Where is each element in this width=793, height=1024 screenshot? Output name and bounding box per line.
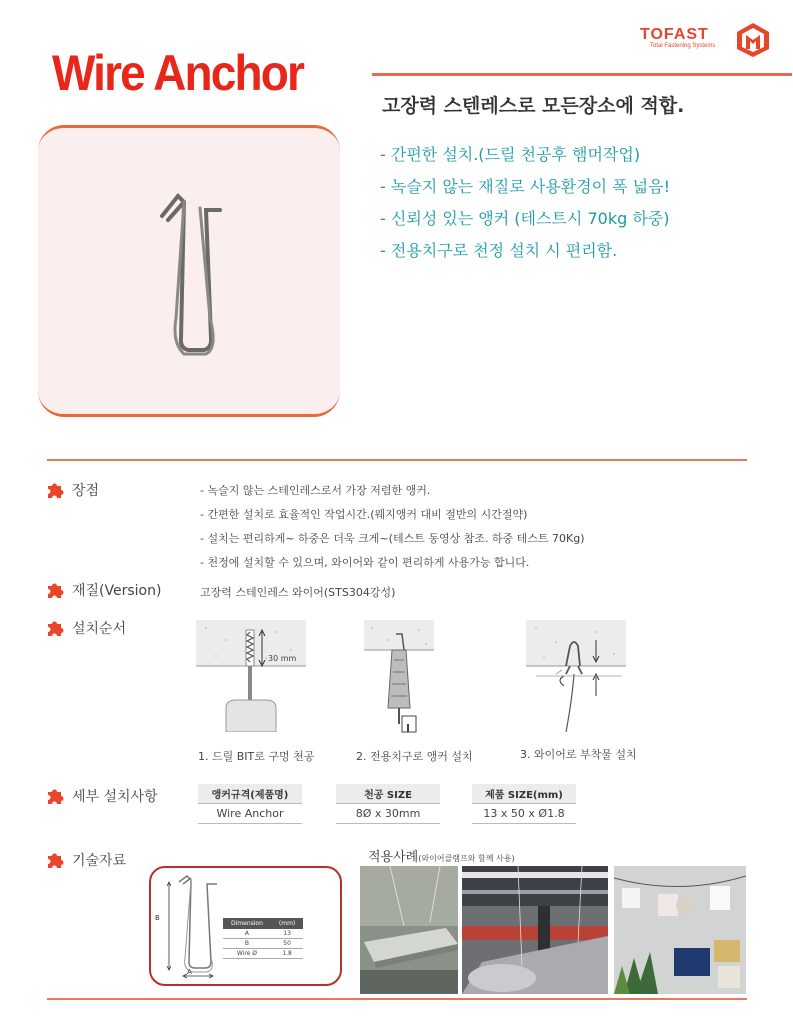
- step-caption: 2. 전용치구로 앵커 설치: [356, 750, 473, 763]
- advantages-list: [200, 482, 585, 578]
- cases-title-sub: (와이어클램프와 함께 사용): [418, 854, 515, 863]
- section-label: 기술자료: [72, 853, 127, 869]
- section-advantages: [46, 480, 99, 500]
- table-cell: 13: [271, 929, 303, 939]
- section-divider: [47, 459, 747, 461]
- advantage-item: - 천정에 설치할 수 있으며, 와이어와 같이 편리하게 사용가능 합니다.: [200, 556, 530, 569]
- cases-title-main: 적용사례: [368, 850, 419, 865]
- step-wire-attach-illustration: [526, 620, 626, 732]
- case-photo-duct-installation: [462, 866, 608, 994]
- brand-tagline: Total Fastening Systems: [650, 43, 716, 49]
- step-caption: 3. 와이어로 부착물 설치: [520, 748, 637, 761]
- dimension-table-header: Dimension: [223, 918, 271, 929]
- puzzle-icon: [46, 481, 64, 499]
- product-image-box: [38, 125, 340, 417]
- table-cell: 1.8: [271, 949, 303, 959]
- section-label: 설치순서: [72, 621, 127, 637]
- feature-item: - 간편한 설치.(드릴 천공후 햄머작업): [380, 145, 641, 164]
- spec-header: 앵커규격(제품명): [198, 784, 302, 804]
- spec-column-size: [472, 784, 576, 824]
- table-row: [223, 929, 303, 939]
- step-caption: 1. 드릴 BIT로 구멍 천공: [198, 750, 315, 763]
- spec-header: 천공 SIZE: [336, 784, 440, 804]
- feature-item: - 전용치구로 천정 설치 시 편리함.: [380, 241, 618, 260]
- puzzle-icon: [46, 619, 64, 637]
- puzzle-icon: [46, 787, 64, 805]
- technical-drawing-box: [149, 866, 342, 986]
- step-drill-illustration: [196, 620, 306, 732]
- brand: [640, 22, 770, 58]
- material-value: 고장력 스테인레스 와이어(STS304강성): [200, 586, 396, 599]
- case-photo-hanging-display: [614, 866, 746, 994]
- spec-value: 13 x 50 x Ø1.8: [472, 804, 576, 824]
- table-cell: B: [223, 939, 271, 949]
- dimension-drawing: [157, 874, 227, 980]
- section-detail: [46, 786, 158, 806]
- header-divider: [372, 73, 792, 76]
- table-row: [223, 949, 303, 959]
- dimension-table-header: (mm): [271, 918, 303, 929]
- spec-value: 8Ø x 30mm: [336, 804, 440, 824]
- spec-column-name: [198, 784, 302, 824]
- cases-title: [368, 846, 515, 865]
- drill-depth-label: 30 mm: [268, 654, 297, 663]
- spec-value: Wire Anchor: [198, 804, 302, 824]
- table-cell: Wire Ø: [223, 949, 271, 959]
- section-label: 세부 설치사항: [72, 789, 158, 805]
- section-material: [46, 580, 161, 600]
- advantage-item: - 설치는 편리하게~ 하중은 더욱 크게~(테스트 동영상 참조. 하중 테스트 70Kg): [200, 532, 585, 545]
- headline: 고장력 스텐레스로 모든장소에 적합.: [382, 95, 685, 117]
- section-technical: [46, 850, 126, 870]
- brand-logo-icon: [736, 22, 770, 58]
- puzzle-icon: [46, 851, 64, 869]
- spec-column-hole: [336, 784, 440, 824]
- table-cell: 50: [271, 939, 303, 949]
- feature-item: - 신뢰성 있는 앵커 (테스트시 70kg 하중): [380, 209, 670, 228]
- section-label: 장점: [72, 483, 100, 499]
- section-install: [46, 618, 126, 638]
- puzzle-icon: [46, 581, 64, 599]
- footer-divider: [47, 998, 747, 1000]
- spec-header: 제품 SIZE(mm): [472, 784, 576, 804]
- section-label: 재질(Version): [72, 583, 162, 599]
- dimension-b-label: B: [155, 914, 160, 922]
- advantage-item: - 녹슬지 않는 스테인레스로서 가장 저렴한 앵커.: [200, 484, 431, 497]
- page-title: Wire Anchor: [52, 45, 304, 101]
- wire-anchor-illustration: [148, 188, 238, 368]
- dimension-a-label: A: [187, 968, 192, 976]
- feature-list: [380, 142, 670, 270]
- table-row: [223, 939, 303, 949]
- feature-item: - 녹슬지 않는 재질로 사용환경이 폭 넓음!: [380, 177, 670, 196]
- dimension-table: [223, 918, 303, 959]
- brand-name: TOFAST: [640, 26, 709, 43]
- case-photo-ceiling-panel: [360, 866, 458, 994]
- table-cell: A: [223, 929, 271, 939]
- advantage-item: - 간편한 설치로 효율적인 작업시간.(웨지앵커 대비 절반의 시간절약): [200, 508, 528, 521]
- step-anchor-tool-illustration: [364, 620, 434, 738]
